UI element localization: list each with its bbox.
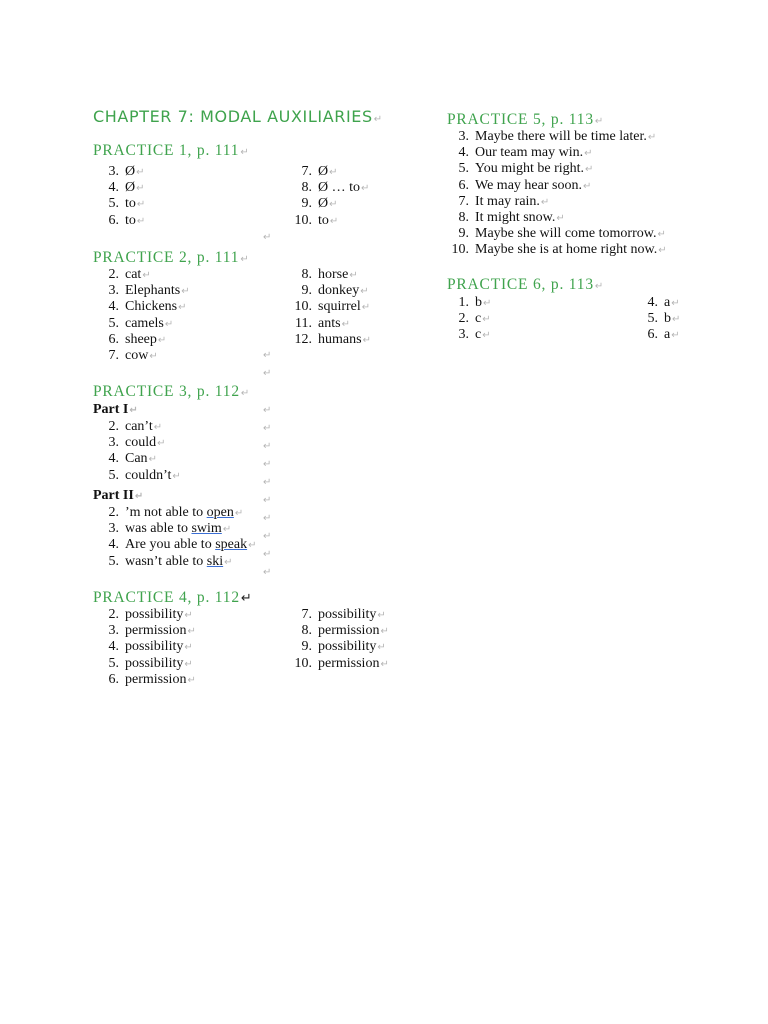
list-item: 3. Ø↵ xyxy=(108,164,145,179)
list-item: 8. horse↵ xyxy=(301,267,358,282)
practice-6-left-list xyxy=(443,295,491,344)
paragraph-mark: ↵ xyxy=(263,495,272,506)
list-item: 4. Can↵ xyxy=(108,451,157,467)
list-item: 5. couldn’t↵ xyxy=(108,467,181,483)
list-item: 10. squirrel↵ xyxy=(294,299,371,315)
list-item: 3. permission↵ xyxy=(108,623,196,639)
list-item: 4. Are you able to speak↵ xyxy=(108,537,257,553)
paragraph-mark: ↵ xyxy=(263,441,272,452)
paragraph-mark: ↵ xyxy=(263,567,272,578)
practice-6-right-list xyxy=(632,295,680,344)
paragraph-mark: ↵ xyxy=(263,423,272,434)
paragraph-mark: ↵ xyxy=(263,549,272,560)
practice-4-right-list xyxy=(286,607,389,672)
list-item: 3. c↵ xyxy=(458,327,491,343)
list-item: 6. a↵ xyxy=(647,327,680,343)
paragraph-mark: ↵ xyxy=(263,531,272,542)
list-item: 7. Ø↵ xyxy=(301,164,338,179)
list-item: 3. Elephants↵ xyxy=(108,283,190,299)
practice-2-right-list xyxy=(286,267,371,348)
list-item: 6. to↵ xyxy=(108,212,146,228)
list-item: 8. permission↵ xyxy=(301,623,389,639)
practice-2-left-list xyxy=(93,267,190,364)
practice-2-heading: PRACTICE 2, p. 111↵ xyxy=(93,249,250,266)
list-item: 4. Ø↵ xyxy=(108,180,145,196)
list-item: 9. possibility↵ xyxy=(301,639,386,655)
list-item: 3. could↵ xyxy=(108,435,166,451)
paragraph-mark: ↵ xyxy=(263,405,272,416)
paragraph-mark: ↵ xyxy=(263,368,272,379)
list-item: 2. can’t↵ xyxy=(108,419,163,434)
list-item: 9. Maybe she will come tomorrow.↵ xyxy=(458,226,666,242)
list-item: 5. You might be right.↵ xyxy=(458,161,594,177)
list-item: 6. permission↵ xyxy=(108,671,196,687)
paragraph-mark: ↵ xyxy=(263,232,272,243)
list-item: 6. We may hear soon.↵ xyxy=(458,177,592,193)
list-item: 6. sheep↵ xyxy=(108,331,167,347)
list-item: 1. b↵ xyxy=(458,295,492,310)
practice-3-part-1-list xyxy=(93,419,181,484)
list-item: 7. cow↵ xyxy=(108,347,158,363)
practice-1-left-list xyxy=(93,164,145,229)
list-item: 5. to↵ xyxy=(108,196,146,212)
part-1-label: Part I↵ xyxy=(93,402,138,417)
part-2-label: Part II↵ xyxy=(93,488,144,503)
practice-6-heading: PRACTICE 6, p. 113↵ xyxy=(447,276,605,293)
list-item: 3. Maybe there will be time later.↵ xyxy=(458,129,657,144)
list-item: 2. c↵ xyxy=(458,311,491,327)
paragraph-mark: ↵ xyxy=(263,513,272,524)
practice-4-left-list xyxy=(93,607,196,688)
practice-5-list xyxy=(443,129,667,259)
list-item: 11. ants↵ xyxy=(295,315,350,331)
list-item: 10. to↵ xyxy=(294,212,339,228)
list-item: 12. humans↵ xyxy=(294,331,371,347)
list-item: 4. a↵ xyxy=(647,295,680,310)
list-item: 5. camels↵ xyxy=(108,315,174,331)
paragraph-mark: ↵ xyxy=(263,477,272,488)
practice-4-heading: PRACTICE 4, p. 112↵ xyxy=(93,589,253,606)
list-item: 4. Our team may win.↵ xyxy=(458,145,593,161)
list-item: 5. b↵ xyxy=(647,311,681,327)
practice-3-heading: PRACTICE 3, p. 112↵ xyxy=(93,383,251,400)
list-item: 7. It may rain.↵ xyxy=(458,193,550,209)
list-item: 5. wasn’t able to ski↵ xyxy=(108,553,233,569)
list-item: 4. Chickens↵ xyxy=(108,299,187,315)
practice-1-right-list xyxy=(286,164,369,229)
list-item: 8. It might snow.↵ xyxy=(458,209,565,225)
list-item: 8. Ø … to↵ xyxy=(301,180,370,196)
practice-1-heading: PRACTICE 1, p. 111↵ xyxy=(93,142,250,159)
paragraph-mark: ↵ xyxy=(263,459,272,470)
practice-3-part-2-list xyxy=(93,505,256,570)
list-item: 2. cat↵ xyxy=(108,267,151,282)
list-item: 7. possibility↵ xyxy=(301,607,386,622)
practice-5-heading: PRACTICE 5, p. 113↵ xyxy=(447,111,605,128)
paragraph-mark: ↵ xyxy=(263,350,272,361)
list-item: 10. permission↵ xyxy=(294,655,389,671)
chapter-title: CHAPTER 7: MODAL AUXILIARIES↵ xyxy=(93,107,383,126)
list-item: 9. donkey↵ xyxy=(301,283,369,299)
list-item: 10. Maybe she is at home right now.↵ xyxy=(451,242,667,258)
list-item: 3. was able to swim↵ xyxy=(108,521,232,537)
list-item: 2. ’m not able to open↵ xyxy=(108,505,244,520)
list-item: 2. possibility↵ xyxy=(108,607,193,622)
list-item: 9. Ø↵ xyxy=(301,196,338,212)
list-item: 4. possibility↵ xyxy=(108,639,193,655)
list-item: 5. possibility↵ xyxy=(108,655,193,671)
